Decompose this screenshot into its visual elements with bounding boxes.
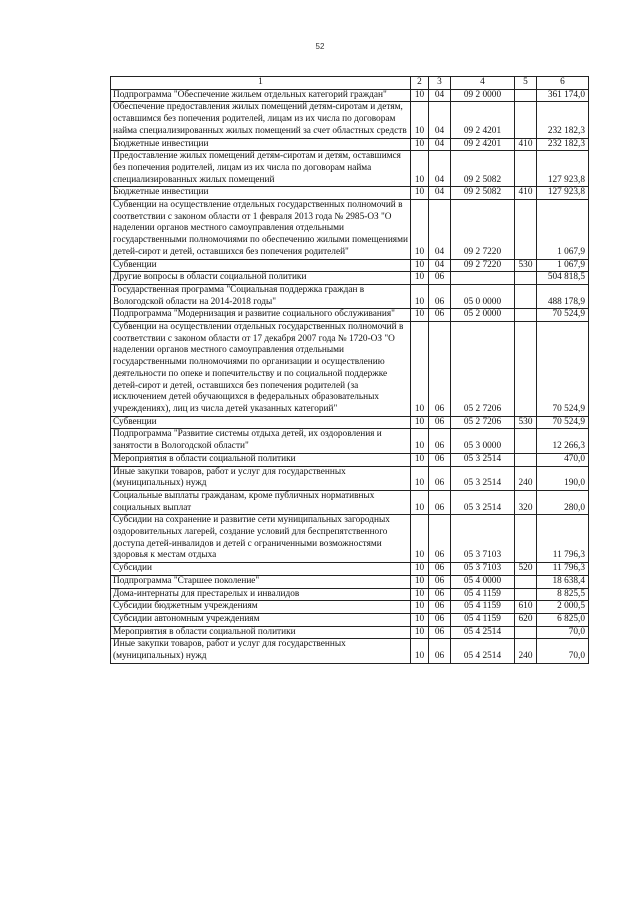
subsection-cell: 06 — [429, 272, 451, 285]
section-cell: 10 — [411, 588, 429, 601]
section-cell: 10 — [411, 200, 429, 260]
expense-type-cell — [515, 200, 537, 260]
table-row — [111, 138, 589, 151]
subsection-cell: 06 — [429, 453, 451, 466]
header-cell: 1 — [111, 77, 411, 90]
expense-type-cell — [515, 284, 537, 308]
name-cell: Другие вопросы в области социальной политики — [111, 272, 411, 285]
table-row — [111, 151, 589, 187]
target-article-cell: 05 3 7103 — [451, 563, 515, 576]
section-cell: 10 — [411, 563, 429, 576]
target-article-cell: 05 2 0000 — [451, 309, 515, 322]
section-cell: 10 — [411, 416, 429, 429]
expense-type-cell: 530 — [515, 259, 537, 272]
expense-type-cell — [515, 575, 537, 588]
amount-cell: 6 825,0 — [537, 613, 589, 626]
table-row — [111, 563, 589, 576]
table-row — [111, 575, 589, 588]
amount-cell: 1 067,9 — [537, 259, 589, 272]
name-cell: Дома-интернаты для престарелых и инвалидов — [111, 588, 411, 601]
section-cell: 10 — [411, 601, 429, 614]
amount-cell: 11 796,3 — [537, 515, 589, 563]
subsection-cell: 04 — [429, 259, 451, 272]
amount-cell: 8 825,5 — [537, 588, 589, 601]
target-article-cell: 05 4 2514 — [451, 626, 515, 639]
section-cell: 10 — [411, 613, 429, 626]
expense-type-cell — [515, 515, 537, 563]
target-article-cell: 05 4 1159 — [451, 601, 515, 614]
amount-cell: 11 796,3 — [537, 563, 589, 576]
amount-cell: 190,0 — [537, 466, 589, 490]
section-cell: 10 — [411, 490, 429, 514]
expense-type-cell — [515, 102, 537, 138]
table-row — [111, 466, 589, 490]
subsection-cell: 06 — [429, 284, 451, 308]
target-article-cell: 09 2 5082 — [451, 187, 515, 200]
target-article-cell: 05 3 2514 — [451, 490, 515, 514]
expense-type-cell: 530 — [515, 416, 537, 429]
expense-type-cell — [515, 309, 537, 322]
name-cell: Субвенции на осуществлении отдельных государственных полномочий в соответствии с законом области от 17 декабря 2007 года № 1720-ОЗ "О наделении органов местного самоуправления отдельными государственными полномочиями по организации и осуществлению деятельности по опеке и попечительству и по социальной поддержке детей-сирот и детей, оставшихся без попечения родителей (за исключением детей обучающихся в федеральных образовательных учреждениях), лиц из числа детей указанных категорий" — [111, 322, 411, 417]
amount-cell: 488 178,9 — [537, 284, 589, 308]
section-cell: 10 — [411, 322, 429, 417]
section-cell: 10 — [411, 284, 429, 308]
amount-cell: 361 174,0 — [537, 89, 589, 102]
subsection-cell: 06 — [429, 575, 451, 588]
amount-cell: 70 524,9 — [537, 416, 589, 429]
subsection-cell: 06 — [429, 429, 451, 453]
subsection-cell: 06 — [429, 563, 451, 576]
name-cell: Иные закупки товаров, работ и услуг для государственных (муниципальных) нужд — [111, 639, 411, 663]
subsection-cell: 06 — [429, 588, 451, 601]
expense-type-cell: 610 — [515, 601, 537, 614]
table-row — [111, 187, 589, 200]
name-cell: Субвенции на осуществление отдельных государственных полномочий в соответствии с законом области от 1 февраля 2013 года № 2985-ОЗ "О наделении органов местного самоуправления отдельными государственными полномочиями по обеспечению жилыми помещениями детей-сирот и детей, оставшихся без попечения родителей" — [111, 200, 411, 260]
section-cell: 10 — [411, 89, 429, 102]
target-article-cell: 05 4 1159 — [451, 588, 515, 601]
expense-type-cell: 410 — [515, 138, 537, 151]
expense-type-cell — [515, 151, 537, 187]
expense-type-cell: 240 — [515, 466, 537, 490]
subsection-cell: 06 — [429, 601, 451, 614]
target-article-cell: 05 3 7103 — [451, 515, 515, 563]
expense-type-cell: 520 — [515, 563, 537, 576]
amount-cell: 70,0 — [537, 626, 589, 639]
subsection-cell: 04 — [429, 89, 451, 102]
target-article-cell: 05 3 0000 — [451, 429, 515, 453]
expense-type-cell: 620 — [515, 613, 537, 626]
table-row — [111, 453, 589, 466]
expense-type-cell — [515, 453, 537, 466]
amount-cell: 70,0 — [537, 639, 589, 663]
name-cell: Подпрограмма "Модернизация и развитие социального обслуживания" — [111, 309, 411, 322]
expense-type-cell: 410 — [515, 187, 537, 200]
header-cell: 2 — [411, 77, 429, 90]
table-row — [111, 89, 589, 102]
section-cell: 10 — [411, 259, 429, 272]
subsection-cell: 04 — [429, 102, 451, 138]
amount-cell: 2 000,5 — [537, 601, 589, 614]
table-row — [111, 613, 589, 626]
table-row — [111, 200, 589, 260]
page-number: 52 — [315, 42, 325, 51]
table-row — [111, 416, 589, 429]
subsection-cell: 04 — [429, 151, 451, 187]
table-row — [111, 322, 589, 417]
section-cell: 10 — [411, 626, 429, 639]
section-cell: 10 — [411, 515, 429, 563]
target-article-cell: 05 2 7206 — [451, 416, 515, 429]
table-row — [111, 490, 589, 514]
amount-cell: 70 524,9 — [537, 322, 589, 417]
amount-cell: 70 524,9 — [537, 309, 589, 322]
expense-type-cell — [515, 588, 537, 601]
subsection-cell: 06 — [429, 613, 451, 626]
section-cell: 10 — [411, 429, 429, 453]
subsection-cell: 04 — [429, 138, 451, 151]
section-cell: 10 — [411, 187, 429, 200]
amount-cell: 470,0 — [537, 453, 589, 466]
name-cell: Мероприятия в области социальной политики — [111, 626, 411, 639]
name-cell: Субсидии бюджетным учреждениям — [111, 601, 411, 614]
target-article-cell: 05 4 2514 — [451, 639, 515, 663]
subsection-cell: 06 — [429, 322, 451, 417]
amount-cell: 12 266,3 — [537, 429, 589, 453]
name-cell: Субвенции — [111, 259, 411, 272]
table-row — [111, 429, 589, 453]
section-cell: 10 — [411, 102, 429, 138]
amount-cell: 127 923,8 — [537, 151, 589, 187]
subsection-cell: 04 — [429, 187, 451, 200]
subsection-cell: 06 — [429, 515, 451, 563]
table-row — [111, 102, 589, 138]
table-row — [111, 515, 589, 563]
expense-type-cell — [515, 429, 537, 453]
name-cell: Подпрограмма "Обеспечение жильем отдельных категорий граждан" — [111, 89, 411, 102]
expense-type-cell — [515, 89, 537, 102]
table-row — [111, 259, 589, 272]
table-row — [111, 272, 589, 285]
header-cell: 4 — [451, 77, 515, 90]
target-article-cell: 09 2 0000 — [451, 89, 515, 102]
name-cell: Мероприятия в области социальной политики — [111, 453, 411, 466]
amount-cell: 504 818,5 — [537, 272, 589, 285]
target-article-cell: 05 4 0000 — [451, 575, 515, 588]
section-cell: 10 — [411, 138, 429, 151]
expense-type-cell — [515, 272, 537, 285]
target-article-cell: 05 4 1159 — [451, 613, 515, 626]
amount-cell: 232 182,3 — [537, 102, 589, 138]
amount-cell: 232 182,3 — [537, 138, 589, 151]
target-article-cell: 09 2 5082 — [451, 151, 515, 187]
amount-cell: 280,0 — [537, 490, 589, 514]
section-cell: 10 — [411, 466, 429, 490]
target-article-cell: 05 2 7206 — [451, 322, 515, 417]
target-article-cell — [451, 272, 515, 285]
name-cell: Бюджетные инвестиции — [111, 187, 411, 200]
table-row — [111, 639, 589, 663]
table-row — [111, 626, 589, 639]
target-article-cell: 05 3 2514 — [451, 466, 515, 490]
section-cell: 10 — [411, 453, 429, 466]
target-article-cell: 09 2 4201 — [451, 138, 515, 151]
subsection-cell: 06 — [429, 416, 451, 429]
name-cell: Субсидии — [111, 563, 411, 576]
subsection-cell: 06 — [429, 466, 451, 490]
section-cell: 10 — [411, 151, 429, 187]
table-row — [111, 601, 589, 614]
name-cell: Субвенции — [111, 416, 411, 429]
name-cell: Подпрограмма "Старшее поколение" — [111, 575, 411, 588]
header-cell: 6 — [537, 77, 589, 90]
name-cell: Подпрограмма "Развитие системы отдыха детей, их оздоровления и занятости в Вологодской области" — [111, 429, 411, 453]
budget-table — [110, 76, 589, 664]
name-cell: Государственная программа "Социальная поддержка граждан в Вологодской области на 2014-2018 годы" — [111, 284, 411, 308]
target-article-cell: 05 0 0000 — [451, 284, 515, 308]
name-cell: Предоставление жилых помещений детям-сиротам и детям, оставшимся без попечения родителей, лицам из их числа по договорам найма специализированных жилых помещений — [111, 151, 411, 187]
target-article-cell: 09 2 4201 — [451, 102, 515, 138]
table-row — [111, 588, 589, 601]
table-row — [111, 309, 589, 322]
table-row — [111, 284, 589, 308]
section-cell: 10 — [411, 639, 429, 663]
amount-cell: 18 638,4 — [537, 575, 589, 588]
name-cell: Субсидии на сохранение и развитие сети муниципальных загородных оздоровительных лагерей, создание условий для беспрепятственного доступа детей-инвалидов и детей с ограниченными возможностями здоровья к местам отдыха — [111, 515, 411, 563]
header-cell: 3 — [429, 77, 451, 90]
amount-cell: 1 067,9 — [537, 200, 589, 260]
target-article-cell: 09 2 7220 — [451, 200, 515, 260]
target-article-cell: 05 3 2514 — [451, 453, 515, 466]
section-cell: 10 — [411, 272, 429, 285]
subsection-cell: 06 — [429, 490, 451, 514]
subsection-cell: 06 — [429, 626, 451, 639]
name-cell: Иные закупки товаров, работ и услуг для государственных (муниципальных) нужд — [111, 466, 411, 490]
expense-type-cell — [515, 626, 537, 639]
expense-type-cell: 320 — [515, 490, 537, 514]
table-header-row — [111, 77, 589, 90]
section-cell: 10 — [411, 309, 429, 322]
name-cell: Субсидии автономным учреждениям — [111, 613, 411, 626]
amount-cell: 127 923,8 — [537, 187, 589, 200]
subsection-cell: 04 — [429, 200, 451, 260]
name-cell: Бюджетные инвестиции — [111, 138, 411, 151]
expense-type-cell — [515, 322, 537, 417]
name-cell: Обеспечение предоставления жилых помещений детям-сиротам и детям, оставшимся без попечения родителей, лицам из их числа по договорам найма специализированных жилых помещений за счет областных средств — [111, 102, 411, 138]
expense-type-cell: 240 — [515, 639, 537, 663]
section-cell: 10 — [411, 575, 429, 588]
subsection-cell: 06 — [429, 309, 451, 322]
header-cell: 5 — [515, 77, 537, 90]
target-article-cell: 09 2 7220 — [451, 259, 515, 272]
name-cell: Социальные выплаты гражданам, кроме публичных нормативных социальных выплат — [111, 490, 411, 514]
subsection-cell: 06 — [429, 639, 451, 663]
